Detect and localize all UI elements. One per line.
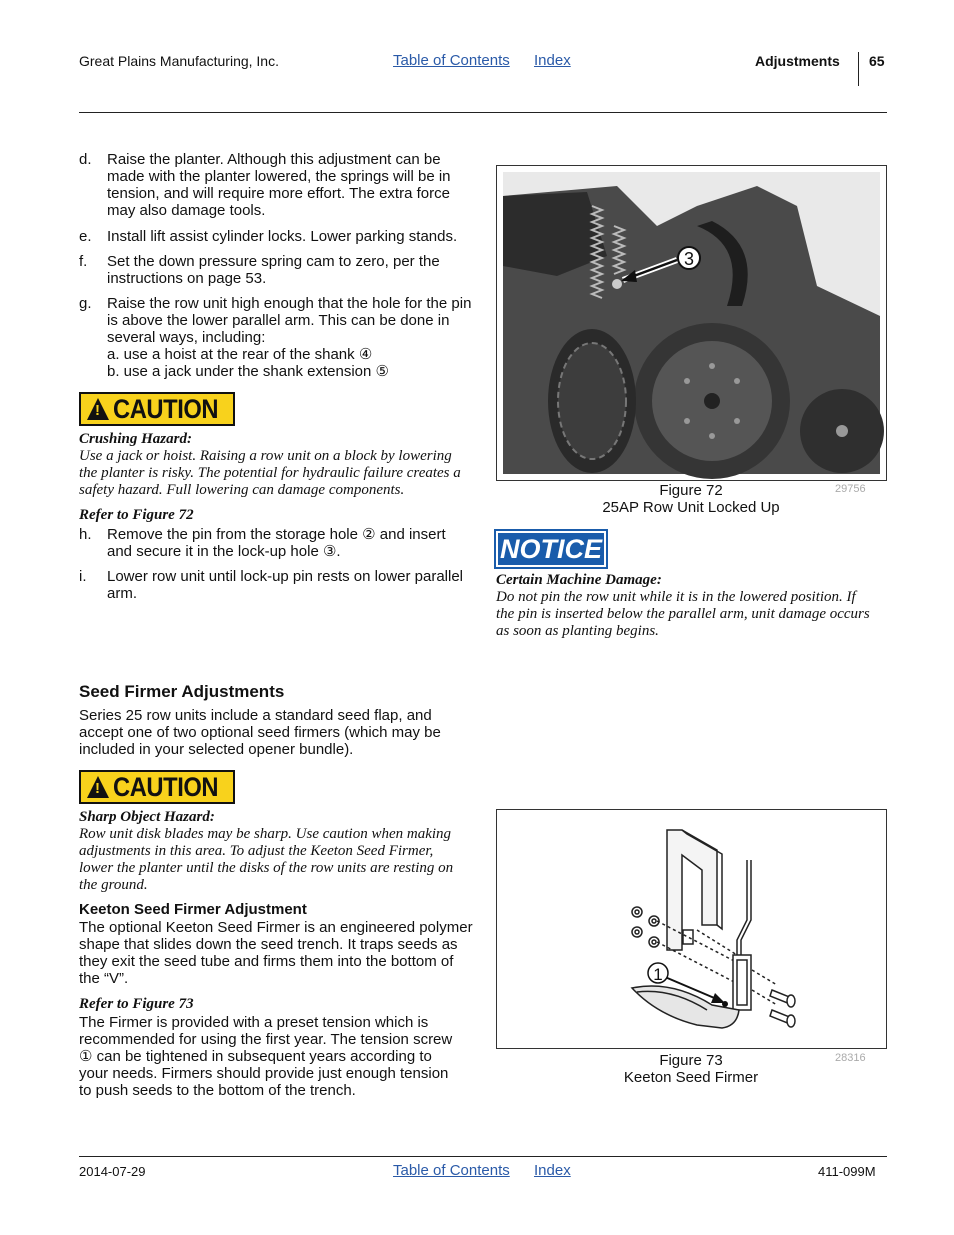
header-separator — [858, 52, 859, 86]
keeton-text: The optional Keeton Seed Firmer is an engineered polymer shape that slides down the seed trench. It traps seeds as they exit the seed tube and firms them into the bottom of the “V”. — [79, 919, 473, 987]
caution-2-title: Sharp Object Hazard: — [79, 809, 215, 825]
step-f: f. Set the down pressure spring cam to zero, per the instructions on page 53. — [79, 253, 440, 287]
step-i: i. Lower row unit until lock-up pin rests on lower parallel arm. — [79, 568, 464, 602]
refer-figure-72: Refer to Figure 72 — [79, 507, 194, 523]
caution-2-text: Row unit disk blades may be sharp. Use caution when making adjustments in this area. To adjust the Keeton Seed Firmer, lower the planter until the disks of the row units are resting on the ground. — [79, 826, 454, 893]
caution-1-text: Use a jack or hoist. Raising a row unit on a block by lowering the planter is risky. The potential for hydraulic failure creates a safety hazard. Full lowering can damage components. — [79, 448, 461, 498]
figure-72-ref: 29756 — [835, 483, 866, 495]
step-g-sub-b: b. use a jack under the shank extension ⑤ — [107, 363, 389, 380]
company-name: Great Plains Manufacturing, Inc. — [79, 53, 279, 69]
section-title: Adjustments — [755, 53, 840, 69]
figure-73-caption — [560, 1052, 822, 1086]
footer-index-link[interactable]: Index — [534, 1162, 571, 1179]
figure-73-number: Figure 73 — [659, 1052, 723, 1069]
footer-toc-link[interactable]: Table of Contents — [393, 1162, 510, 1179]
step-e: e. Install lift assist cylinder locks. Lower parking stands. — [79, 228, 458, 245]
figure-72-callout: 3 — [683, 249, 695, 269]
footer-doc-number: 411-099M — [818, 1164, 876, 1179]
header-index-link[interactable]: Index — [534, 52, 571, 69]
header-toc-link[interactable]: Table of Contents — [393, 52, 510, 69]
notice-title: Certain Machine Damage: — [496, 572, 662, 588]
notice-text: Do not pin the row unit while it is in the lowered position. If the pin is inserted below the parallel arm, unit damage occurs as soon as planting begins. — [496, 589, 870, 639]
keeton-heading: Keeton Seed Firmer Adjustment — [79, 901, 307, 918]
header-rule — [79, 112, 887, 113]
caution-label-1: ! CAUTION — [79, 392, 235, 426]
seed-firmer-heading: Seed Firmer Adjustments — [79, 682, 285, 701]
keeton-text-2: The Firmer is provided with a preset tension which is recommended for using the first year. The tension screw ① can be tightened in subsequent years according to your needs. Firmers should provide just enough tension to push seeds to the bottom of the trench. — [79, 1014, 453, 1099]
figure-73-frame — [496, 809, 887, 1049]
figure-73-callout: 1 — [653, 965, 663, 984]
step-h: h. Remove the pin from the storage hole ② and insert and secure it in the lock-up hole ③. — [79, 526, 446, 560]
step-g: g. Raise the row unit high enough that the hole for the pin is above the lower parallel arm. This can be done in several ways, including: a. use a hoist at the rear of the shank ④ b. use a jack under the shank extension ⑤ — [79, 295, 474, 380]
figure-73-title: Keeton Seed Firmer — [623, 1069, 759, 1086]
caution-1-title: Crushing Hazard: — [79, 431, 192, 447]
row-unit-locked-up-photo — [497, 166, 886, 480]
caution-label-2: ! CAUTION — [79, 770, 235, 804]
figure-72-title: 25AP Row Unit Locked Up — [602, 499, 780, 516]
seed-firmer-intro: Series 25 row units include a standard seed flap, and accept one of two optional seed firmers (which may be included in your selected opener bundle). — [79, 707, 441, 758]
page-number: 65 — [869, 53, 885, 69]
step-g-sub-a: a. use a hoist at the rear of the shank ④ — [107, 346, 373, 363]
warning-icon — [87, 776, 109, 798]
figure-73-ref: 28316 — [835, 1052, 866, 1064]
footer-rule — [79, 1156, 887, 1157]
keeton-seed-firmer-drawing — [497, 810, 886, 1048]
figure-72-number: Figure 72 — [659, 482, 723, 499]
figure-72-frame — [496, 165, 887, 481]
figure-72-caption — [560, 482, 822, 516]
refer-figure-73: Refer to Figure 73 — [79, 996, 194, 1012]
notice-label: NOTICE — [496, 531, 606, 567]
step-d: d. Raise the planter. Although this adjustment can be made with the planter lowered, the springs will be in tension, and will require more effort. The extra force may also damage tools. — [79, 151, 451, 219]
warning-icon — [87, 398, 109, 420]
footer-date: 2014-07-29 — [79, 1164, 146, 1179]
